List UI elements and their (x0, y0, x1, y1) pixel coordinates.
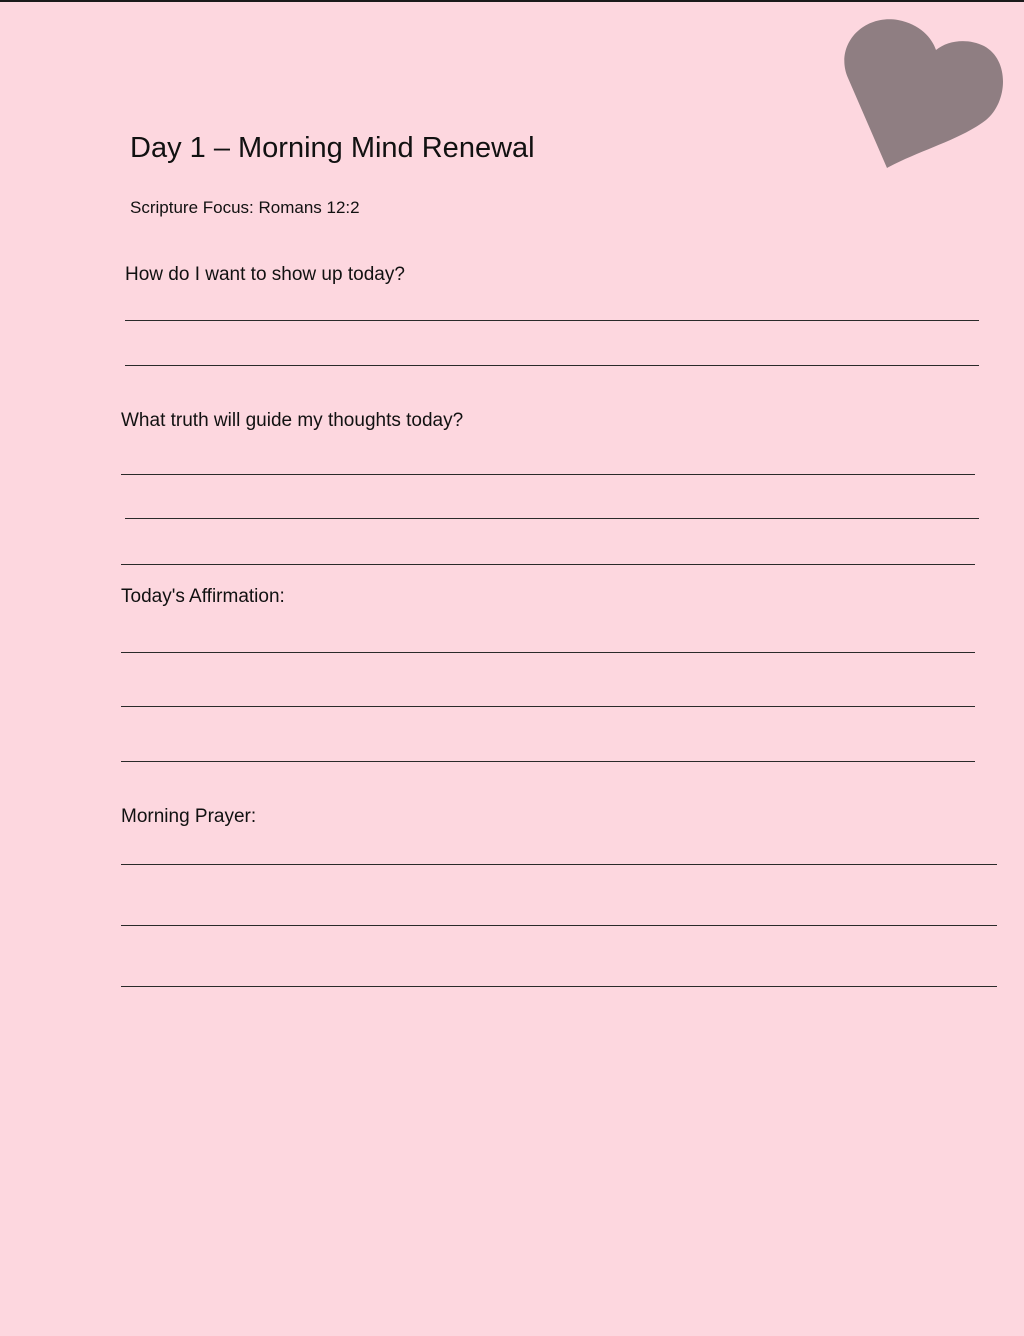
answer-line[interactable] (121, 986, 997, 987)
answer-line[interactable] (121, 474, 975, 475)
prompt-show-up: How do I want to show up today? (125, 264, 405, 285)
heart-shape (844, 19, 1003, 168)
answer-line[interactable] (121, 761, 975, 762)
answer-line[interactable] (125, 320, 979, 321)
top-border (0, 0, 1024, 2)
prompt-morning-prayer: Morning Prayer: (121, 806, 257, 827)
answer-line[interactable] (121, 706, 975, 707)
answer-line[interactable] (121, 652, 975, 653)
scripture-focus: Scripture Focus: Romans 12:2 (130, 198, 360, 217)
answer-line[interactable] (121, 864, 997, 865)
prompt-affirmation: Today's Affirmation: (121, 586, 285, 607)
prompt-guiding-truth: What truth will guide my thoughts today? (121, 410, 464, 431)
answer-line[interactable] (121, 925, 997, 926)
answer-line[interactable] (125, 518, 979, 519)
answer-line[interactable] (125, 365, 979, 366)
heart-icon (820, 10, 1020, 190)
page-title: Day 1 – Morning Mind Renewal (130, 132, 535, 164)
answer-line[interactable] (121, 564, 975, 565)
